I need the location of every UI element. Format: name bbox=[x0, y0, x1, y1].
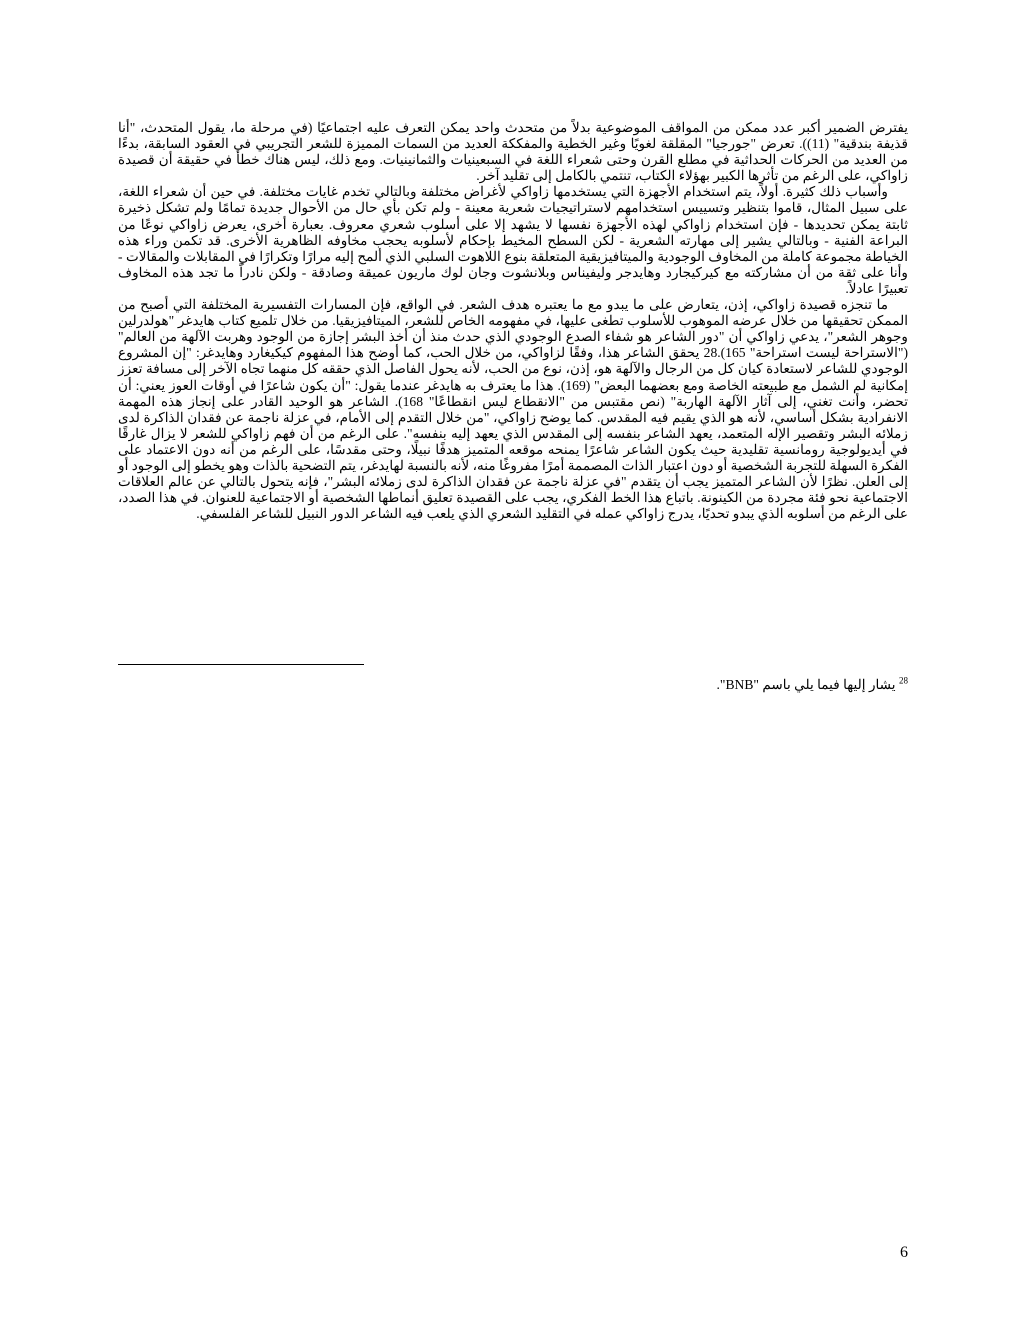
paragraph-1: يفترض الضمير أكبر عدد ممكن من المواقف الموضوعية بدلاً من متحدث واحد يمكن التعرف عليه اجتماعيًا (في مرحلة ما، يقول المتحدث، "أنا قذيفة بندقية" (11)). تعرض "جورجيا" المقلقة لغويًا وغير الخطية والمفككة العديد من السمات المميزة للشعر التجريبي في العقود السابقة، بدءًا من العديد من الحركات الحداثية في مطلع القرن وحتى شعراء اللغة في السبعينيات والثمانينيات. ومع ذلك، ليس هناك خطأ في حقيقة أن قصيدة زاواكي، على الرغم من تأثرها الكبير بهؤلاء الكتاب، تنتمي بالكامل إلى تقليد آخر. bbox=[118, 120, 908, 184]
paragraph-3: ما تنجزه قصيدة زاواكي، إذن، يتعارض على ما يبدو مع ما يعتبره هدف الشعر. في الواقع، فإن المسارات التفسيرية المختلفة التي أصبح من الممكن تحقيقها من خلال عرضه الموهوب للأسلوب تطغى عليها، في مفهومه الخاص للشعر، الميتافيزيقيا. من خلال تلميع كتاب هايدغر "هولدرلين وجوهر الشعر"، يدعي زاواكي أن "دور الشاعر هو شفاء الصدع الوجودي الذي حدث منذ أن أخذ البشر إجازة من الوجود وهربت الآلهة من العالم" ("الاستراحة ليست استراحة" 165).28 يحقق الشاعر هذا، وفقًا لزاواكي، من خلال الحب، كما أوضح هذا المفهوم كيكيغارد وهايدغر: "إن المشروع الوجودي للشاعر لاستعادة كيان كل من الرجال والآلهة هو، إذن، نوع من الحب، لأنه يحول الفاصل الذي حققه كل منهما تجاه الآخر إلى مسافة تعزز إمكانية لم الشمل مع طبيعته الخاصة ومع بعضهما البعض" (169). هذا ما يعترف به هايدغر عندما يقول: "أن يكون شاعرًا في أوقات العوز يعني: أن تحضر، وأنت تغني، إلى آثار الآلهة الهاربة" (نص مقتبس من "الانقطاع ليس انقطاعًا" 168). الشاعر هو الوحيد القادر على إنجاز هذه المهمة الانفرادية بشكل أساسي، لأنه هو الذي يقيم فيه المقدس. كما يوضح زاواكي، "من خلال التقدم إلى الأمام، في عزلة ناجمة عن فقدان الذاكرة لدى زملائه البشر وتقصير الإله المتعمد، يعهد الشاعر بنفسه إلى المقدس الذي يعهد إليه بنفسه". على الرغم من أن فهم زاواكي للشعر لا يزال غارقًا في أيديولوجية رومانسية تقليدية حيث يكون الشاعر شاعرًا يمنحه موقعه المتميز هدفًا نبيلًا، وحتى مقدسًا، على الرغم من أنه دون الاعتماد على الفكرة السهلة للتجربة الشخصية أو دون اعتبار الذات المصممة أمرًا مفروغًا منه، لأنه بالنسبة لهايدغر، يتم التضحية بالذات وهو يخطو إلى الوجود أو إلى العلن. نظرًا لأن الشاعر المتميز يجب أن يتقدم "في عزلة ناجمة عن فقدان الذاكرة لدى زملائه البشر"، فإنه يتحول بالتالي عن عالم العلاقات الاجتماعية نحو فئة مجردة من الكينونة. باتباع هذا الخط الفكري، يجب على القصيدة تعليق أنماطها الشخصية أو الاجتماعية للعنوان. في هذا الصدد، على الرغم من أسلوبه الذي يبدو تحديًا، يدرج زاواكي عمله في التقليد الشعري الذي يلعب فيه الشاعر الدور النبيل للشاعر الفلسفي. bbox=[118, 297, 909, 522]
body-text bbox=[118, 120, 908, 522]
footnote bbox=[500, 676, 908, 693]
footnote-separator bbox=[118, 664, 364, 665]
footnote-marker: 28 bbox=[899, 675, 908, 686]
footnote-text: يشار إليها فيما يلي باسم "BNB". bbox=[716, 677, 896, 692]
page-number: 6 bbox=[900, 1244, 908, 1261]
paragraph-2: وأسباب ذلك كثيرة. أولاً، يتم استخدام الأجهزة التي يستخدمها زاواكي لأغراض مختلفة وبالتالي تخدم غايات مختلفة. في حين أن شعراء اللغة، على سبيل المثال، قاموا بتنظير وتسييس استخدامهم لاستراتيجيات شعرية معينة - ولم تكن بأي حال من الأحوال جديدة تمامًا ولم تشكل ذخيرة ثابتة يمكن تحديدها - فإن استخدام زاواكي لهذه الأجهزة نفسها لا يشهد إلا على أسلوب شعري معروف. بعبارة أخرى، يعرض زاواكي نوعًا من البراعة الفنية - وبالتالي يشير إلى مهارته الشعرية - لكن السطح المخيط بإحكام لأسلوبه يحجب مخاوفه الظاهرية الأخرى. قد تكمن وراء هذه الخياطة مجموعة كاملة من المخاوف الوجودية والميتافيزيقية المتعلقة بنوع اللاهوت السلبي الذي ألمح إليه مرارًا وتكرارًا في المقابلات والمقالات - وأنا على ثقة من أن مشاركته مع كيركيجارد وهايدجر وليفيناس وبلانشوت وجان لوك ماريون عميقة وصادقة - ولكن نادراً ما تجد هذه المخاوف تعبيرًا عادلاً. bbox=[118, 184, 908, 296]
